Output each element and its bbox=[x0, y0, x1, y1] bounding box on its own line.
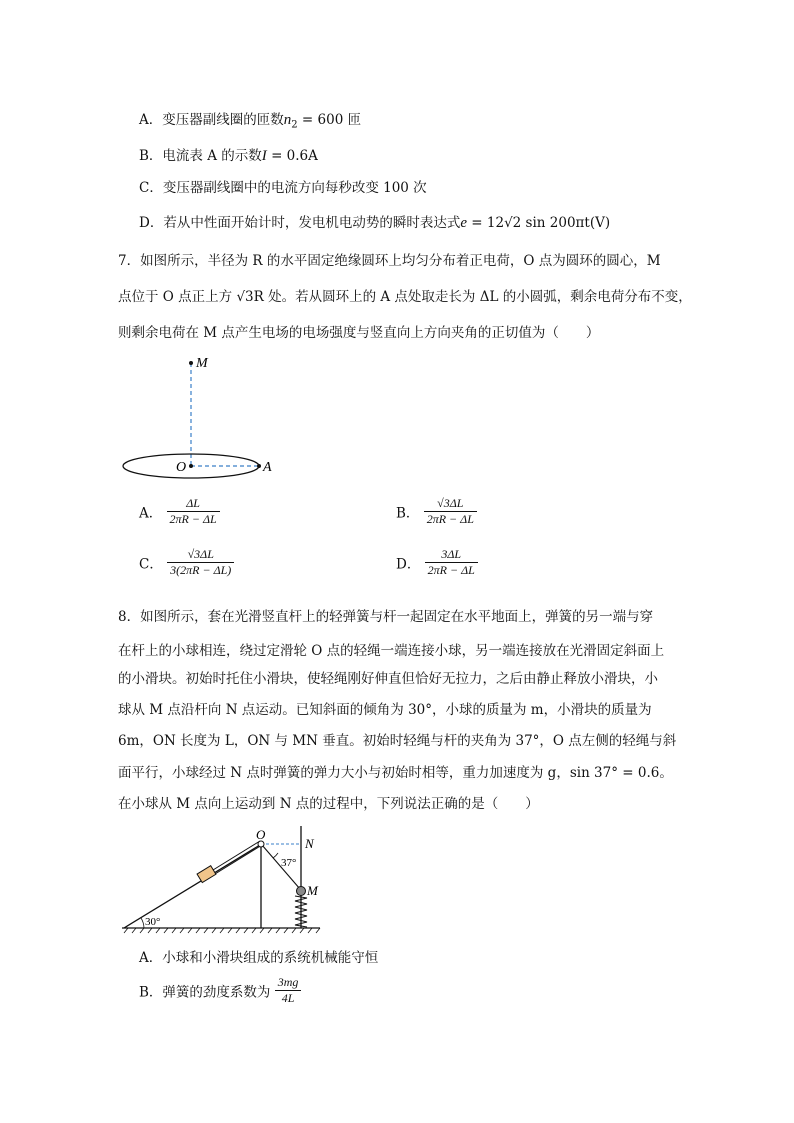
q7-option-d-num: 3ΔL bbox=[425, 547, 478, 563]
q7-label-a: A bbox=[263, 460, 272, 475]
q8-label-n: N bbox=[305, 836, 314, 851]
q8-label-o: O bbox=[256, 827, 266, 842]
q8-stem-line3: 的小滑块。初始时托住小滑块，使轻绳刚好伸直但恰好无拉力，之后由静止释放小滑块，小 bbox=[118, 671, 658, 687]
q8-stem-line1: 8．如图所示，套在光滑竖直杆上的轻弹簧与杆一起固定在水平地面上，弹簧的另一端与穿 bbox=[118, 609, 654, 625]
q8-angle-arc-top bbox=[273, 853, 278, 858]
q7-option-c bbox=[139, 547, 234, 578]
q6-option-d-expr: = 12√2 sin 200πt(V) bbox=[471, 215, 611, 231]
q6-option-b-text: B．电流表 A 的示数 bbox=[139, 148, 262, 164]
q7-option-a-den: 2πR − ΔL bbox=[169, 512, 217, 526]
q6-option-b bbox=[139, 144, 318, 165]
q6-option-d-var: e bbox=[460, 215, 467, 231]
q8-stem-line6: 面平行，小球经过 N 点时弹簧的弹力大小与初始时相等，重力加速度为 g，sin 37° = 0.6。 bbox=[118, 765, 673, 781]
q8-slider-block bbox=[197, 866, 216, 883]
q7-point-a bbox=[257, 464, 261, 468]
q6-option-c: C．变压器副线圈中的电流方向每秒改变 100 次 bbox=[139, 180, 427, 196]
q7-option-c-label: C． bbox=[139, 556, 163, 573]
q7-option-b-label: B． bbox=[396, 505, 420, 522]
q7-stem-line1: 7．如图所示，半径为 R 的水平固定绝缘圆环上均匀分布着正电荷，O 点为圆环的圆心，M bbox=[118, 253, 661, 269]
q7-ring-figure bbox=[110, 350, 290, 485]
q7-label-o: O bbox=[176, 460, 187, 475]
q8-stem-line2: 在杆上的小球相连，绕过定滑轮 O 点的轻绳一端连接小球，另一端连接放在光滑固定斜面上 bbox=[118, 643, 665, 659]
q8-stem-line7: 在小球从 M 点向上运动到 N 点的过程中，下列说法正确的是（ ） bbox=[118, 796, 539, 812]
q8-incline-figure bbox=[110, 826, 330, 938]
q6-option-d-text: D．若从中性面开始计时，发电机电动势的瞬时表达式 bbox=[139, 215, 461, 231]
q7-option-a bbox=[139, 496, 220, 527]
q7-option-a-num: ΔL bbox=[167, 496, 220, 512]
q8-option-b-den: 4L bbox=[281, 991, 295, 1005]
q7-point-o bbox=[189, 464, 193, 468]
q7-option-b-den: 2πR − ΔL bbox=[426, 512, 474, 526]
q8-label-m: M bbox=[307, 883, 318, 898]
q6-option-a-value: = 600 匝 bbox=[301, 112, 362, 128]
q8-label-angle-37: 37° bbox=[281, 857, 297, 869]
q7-option-a-label: A． bbox=[139, 505, 163, 522]
q6-option-a-text: A．变压器副线圈的匝数 bbox=[139, 112, 284, 128]
q6-option-a-var: n bbox=[283, 112, 292, 128]
q7-option-b-num: √3ΔL bbox=[424, 496, 477, 512]
q8-option-b bbox=[139, 975, 301, 1006]
q7-option-b bbox=[396, 496, 477, 527]
q6-option-b-var: I bbox=[261, 148, 267, 164]
q6-option-b-value: = 0.6A bbox=[271, 148, 318, 164]
q7-option-c-den: 3(2πR − ΔL) bbox=[170, 563, 232, 577]
q8-rope-left-a bbox=[213, 841, 260, 870]
q8-option-b-text: B．弹簧的劲度系数为 bbox=[139, 984, 271, 1001]
q8-ground-hatch bbox=[124, 928, 320, 933]
q8-angle-arc-base bbox=[141, 918, 144, 928]
q7-stem-line3: 则剩余电荷在 M 点产生电场的电场强度与竖直向上方向夹角的正切值为（ ） bbox=[118, 325, 600, 341]
q6-option-a-sub: 2 bbox=[291, 119, 298, 131]
q6-option-d bbox=[139, 211, 610, 232]
q8-option-a: A．小球和小滑块组成的系统机械能守恒 bbox=[139, 950, 379, 966]
q8-stem-line5: 6m，ON 长度为 L，ON 与 MN 垂直。初始时轻绳与杆的夹角为 37°，O 点左侧的轻绳与斜 bbox=[118, 733, 677, 749]
q8-option-b-num: 3mg bbox=[275, 975, 302, 991]
q8-rope-left-b bbox=[215, 845, 262, 874]
q8-ball bbox=[297, 887, 306, 896]
q6-option-a bbox=[139, 108, 361, 131]
q7-option-c-num: √3ΔL bbox=[167, 547, 234, 563]
q7-option-d bbox=[396, 547, 478, 578]
q8-stem-line4: 球从 M 点沿杆向 N 点运动。已知斜面的倾角为 30°，小球的质量为 m，小滑块的质量为 bbox=[118, 702, 652, 718]
q7-label-m: M bbox=[196, 356, 208, 371]
q7-option-d-den: 2πR − ΔL bbox=[427, 563, 475, 577]
q7-stem-line2: 点位于 O 点正上方 √3R 处。若从圆环上的 A 点处取走长为 ΔL 的小圆弧，剩余电荷分布不变， bbox=[118, 289, 692, 305]
q7-point-m bbox=[189, 361, 193, 365]
q8-label-angle-30: 30° bbox=[145, 916, 161, 928]
q7-option-d-label: D． bbox=[396, 556, 421, 573]
